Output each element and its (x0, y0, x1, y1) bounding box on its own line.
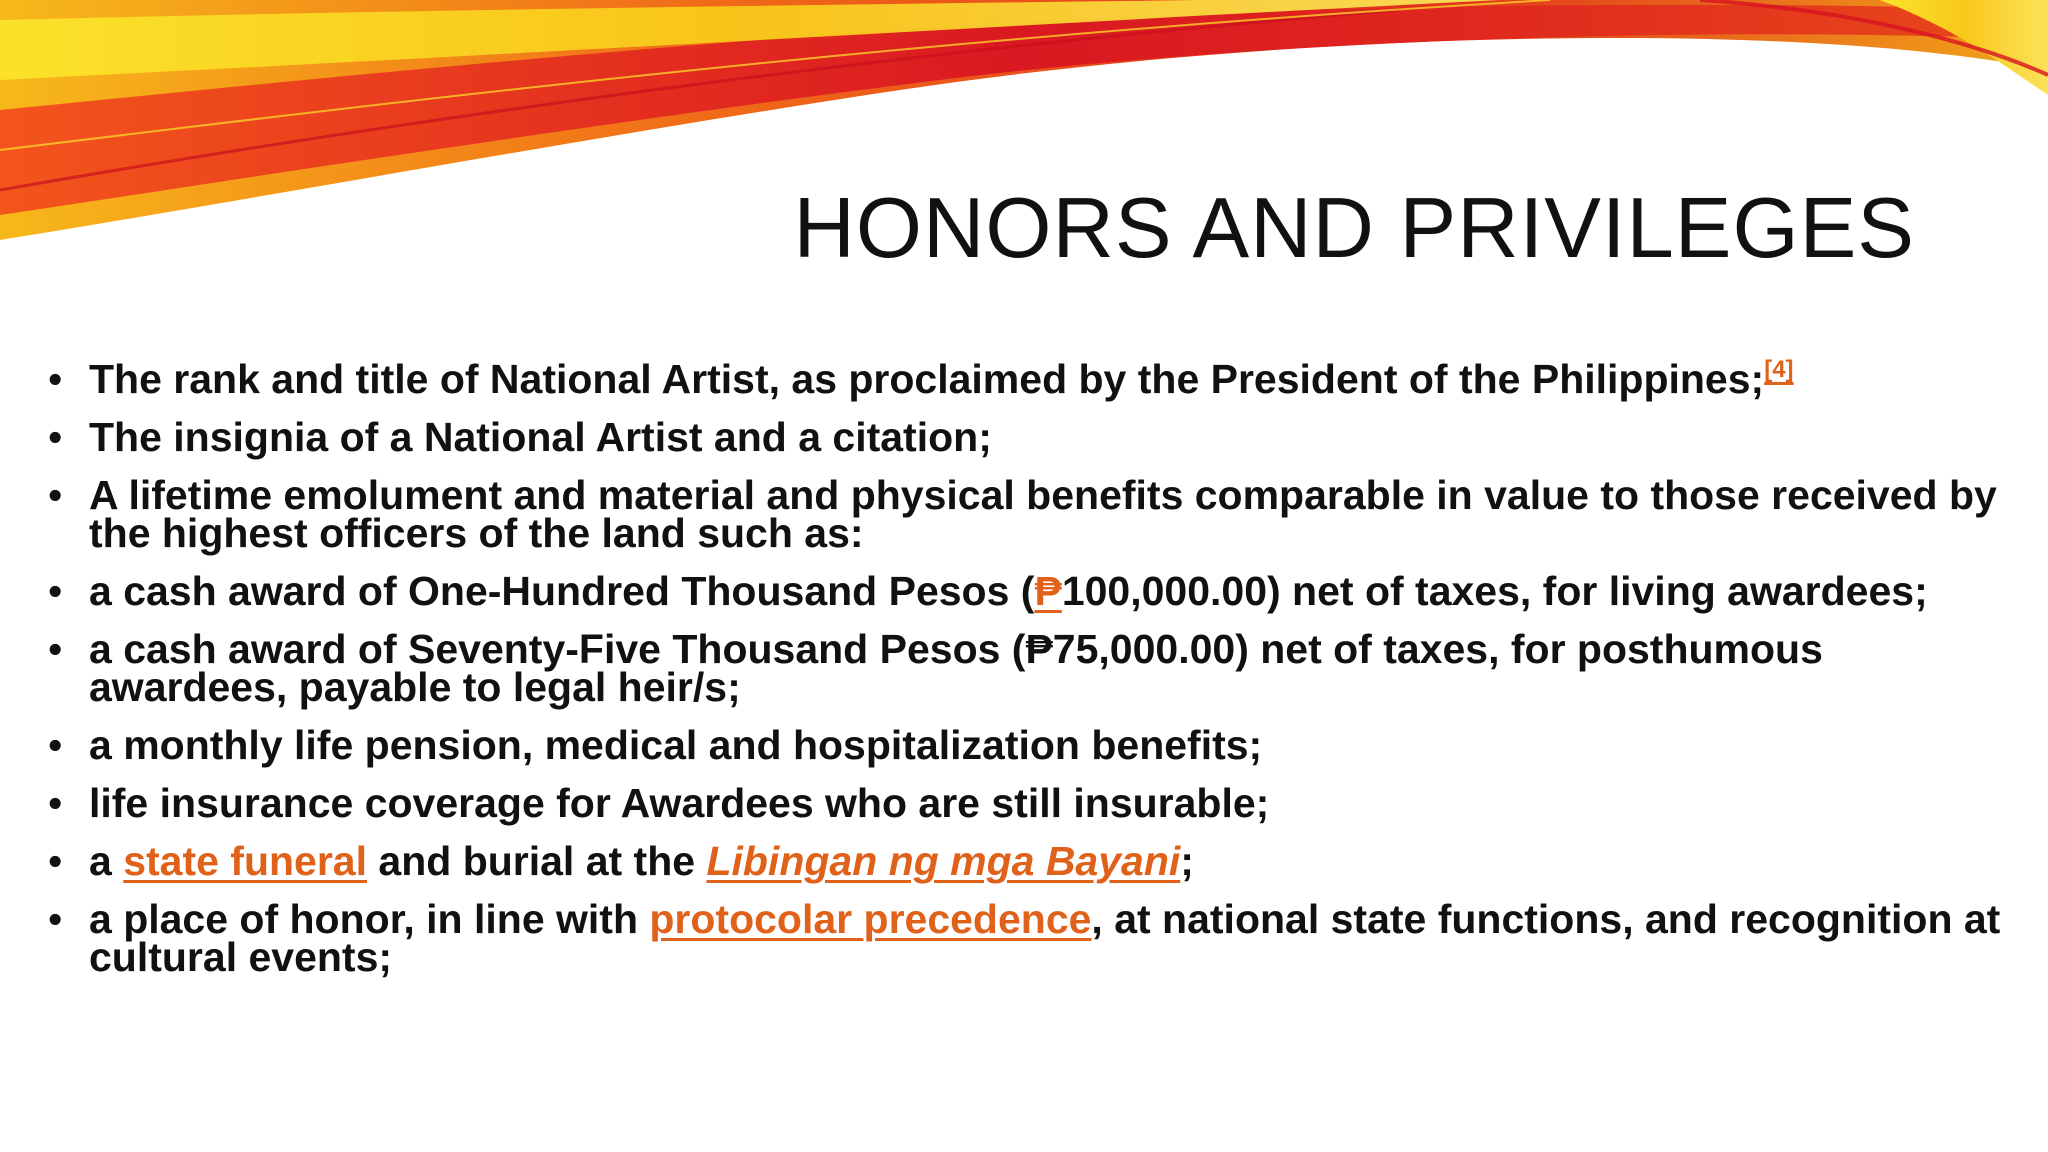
bullet-item: • a monthly life pension, medical and hospitalization benefits; (48, 722, 1263, 768)
bullet-item: • life insurance coverage for Awardees who are still insurable; (48, 780, 1270, 826)
state-funeral-link[interactable]: state funeral (123, 838, 368, 884)
bullet-item: • a cash award of Seventy-Five Thousand Pesos (₱75,000.00) net of taxes, for posthumous awardees, payable to legal heir/s; (48, 626, 1823, 710)
bullet-item: • The insignia of a National Artist and a citation; (48, 414, 992, 460)
bullet-item: • a state funeral and burial at the Libingan ng mga Bayani; (48, 838, 1194, 884)
bullet-list (48, 356, 2008, 996)
bullet-item: • a place of honor, in line with protocolar precedence, at national state functions, and recognition at cultural events; (48, 896, 2001, 980)
libingan-link[interactable]: Libingan ng mga Bayani (706, 838, 1181, 884)
bullet-marker: • (48, 838, 63, 884)
bullet-item: • a cash award of One-Hundred Thousand Pesos (₱100,000.00) net of taxes, for living awardees; (48, 568, 1928, 614)
bullet-marker: • (48, 626, 63, 672)
bullet-marker: • (48, 722, 63, 768)
bullet-marker: • (48, 356, 63, 402)
peso-sign-link[interactable]: ₱ (1034, 568, 1062, 614)
bullet-item: • A lifetime emolument and material and physical benefits comparable in value to those received by the highest officers of the land such as: (48, 472, 1997, 556)
bullet-marker: • (48, 568, 63, 614)
bullet-marker: • (48, 896, 63, 942)
bullet-marker: • (48, 472, 63, 518)
bullet-marker: • (48, 780, 63, 826)
slide-title: HONORS AND PRIVILEGES (793, 181, 1915, 276)
citation-link[interactable]: [4] (1764, 356, 1794, 383)
bullet-item: • The rank and title of National Artist, as proclaimed by the President of the Philippines;[4] (48, 356, 1794, 402)
protocolar-precedence-link[interactable]: protocolar precedence (649, 896, 1092, 942)
bullet-marker: • (48, 414, 63, 460)
